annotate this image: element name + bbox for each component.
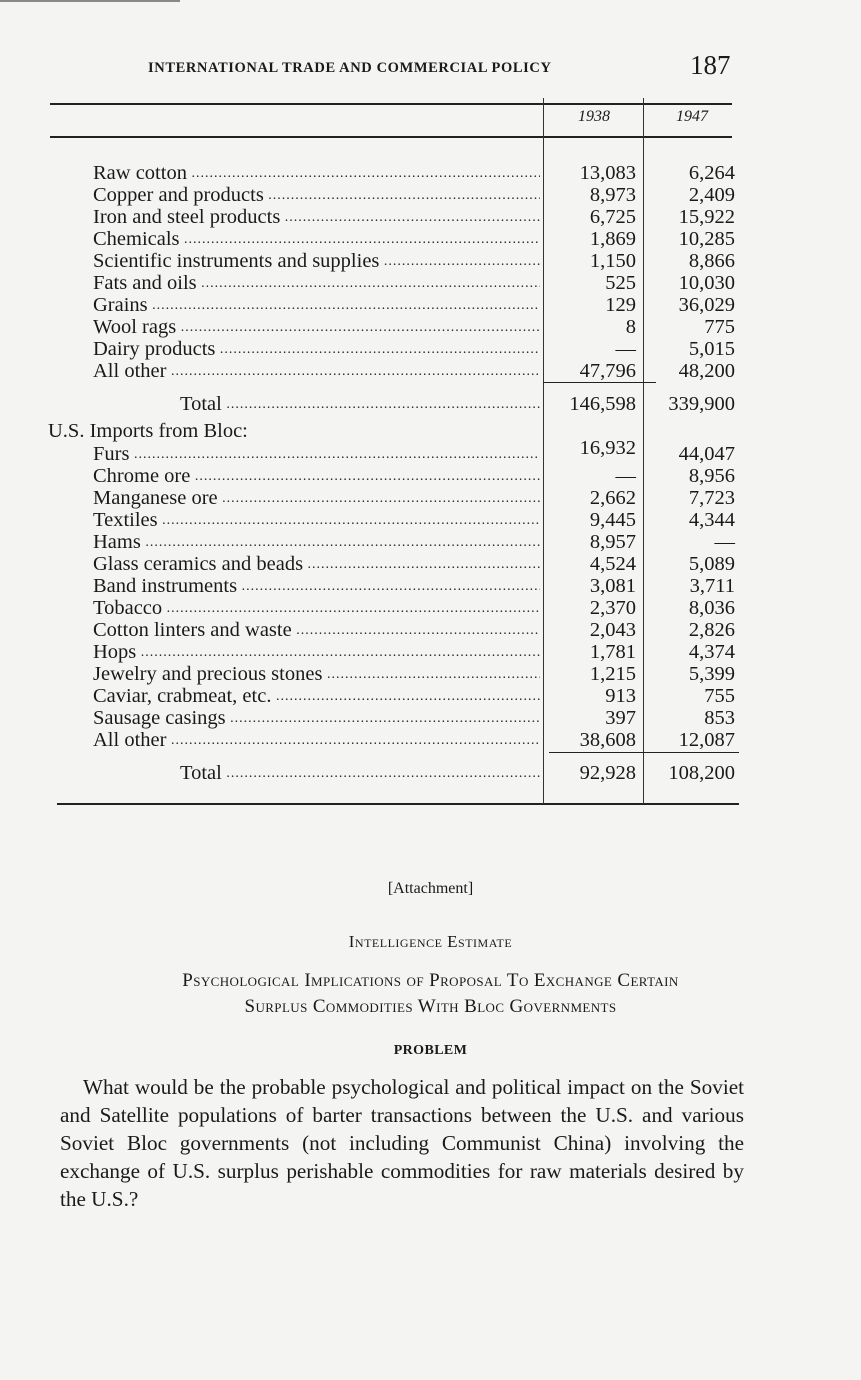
table-row: Chemicals ..... 1,869 10,285 [0,228,700,250]
table-row: Hops ..... 1,781 4,374 [0,641,700,663]
table-row: Caviar, crabmeat, etc. ..... 913 755 [0,685,700,707]
table-row: Glass ceramics and beads ..... 4,524 5,089 [0,553,700,575]
table-row: Chrome ore ..... — 8,956 [0,465,700,487]
table-row: Fats and oils ..... 525 10,030 [0,272,700,294]
table-row: Furs ..... 16,932 44,047 [0,443,700,465]
table-row: All other ..... 47,796 48,200 [0,360,700,382]
problem-paragraph: What would be the probable psychological and political impact on the Soviet and Satellite populations of barter transactions between the U.S. and various Soviet Bloc governments (not including Communist China) involving the exchange of U.S. surplus perishable commodities for raw materials desired by the U.S.? [60,1075,744,1211]
document-type-heading: Intelligence Estimate [348,932,513,951]
imports-section-heading: U.S. Imports from Bloc: [48,420,248,442]
section-heading-problem: PROBLEM [393,1043,468,1058]
table-row: Textiles ..... 9,445 4,344 [0,509,700,531]
table-row: Iron and steel products ..... 6,725 15,922 [0,206,700,228]
column-header-1947: 1947 [676,108,708,125]
document-title-line-2: Surplus Commodities With Bloc Governments [244,996,617,1017]
table-row: Jewelry and precious stones ..... 1,215 5,399 [0,663,700,685]
subtotal-rule-exports [543,382,656,383]
document-title-line-1: Psychological Implications of Proposal To Exchange Certain [182,970,679,991]
page-number: 187 [690,50,731,80]
exports-total-row: Total ..... 146,598 339,900 [0,393,700,415]
table-row: Wool rags ..... 8 775 [0,316,700,338]
scan-edge-line [0,0,180,2]
imports-total-row: Total ..... 92,928 108,200 [0,762,700,784]
table-row: Hams ..... 8,957 — [0,531,700,553]
table-row: Scientific instruments and supplies ..... 1,150 8,866 [0,250,700,272]
table-row: Grains ..... 129 36,029 [0,294,700,316]
table-row: Cotton linters and waste ..... 2,043 2,826 [0,619,700,641]
table-row: Copper and products ..... 8,973 2,409 [0,184,700,206]
table-row: Dairy products ..... — 5,015 [0,338,700,360]
column-header-1938: 1938 [578,108,610,125]
attachment-label: [Attachment] [387,880,474,897]
running-head: INTERNATIONAL TRADE AND COMMERCIAL POLICY [148,60,552,76]
subtotal-rule-imports [549,752,739,753]
table-row: Band instruments ..... 3,081 3,711 [0,575,700,597]
table-top-rule [50,103,732,105]
table-row: Manganese ore ..... 2,662 7,723 [0,487,700,509]
table-bottom-rule [57,803,739,805]
table-row: Tobacco ..... 2,370 8,036 [0,597,700,619]
table-row: Sausage casings ..... 397 853 [0,707,700,729]
table-row: Raw cotton ..... 13,083 6,264 [0,162,700,184]
table-row: All other ..... 38,608 12,087 [0,729,700,751]
table-header-rule [50,136,732,138]
